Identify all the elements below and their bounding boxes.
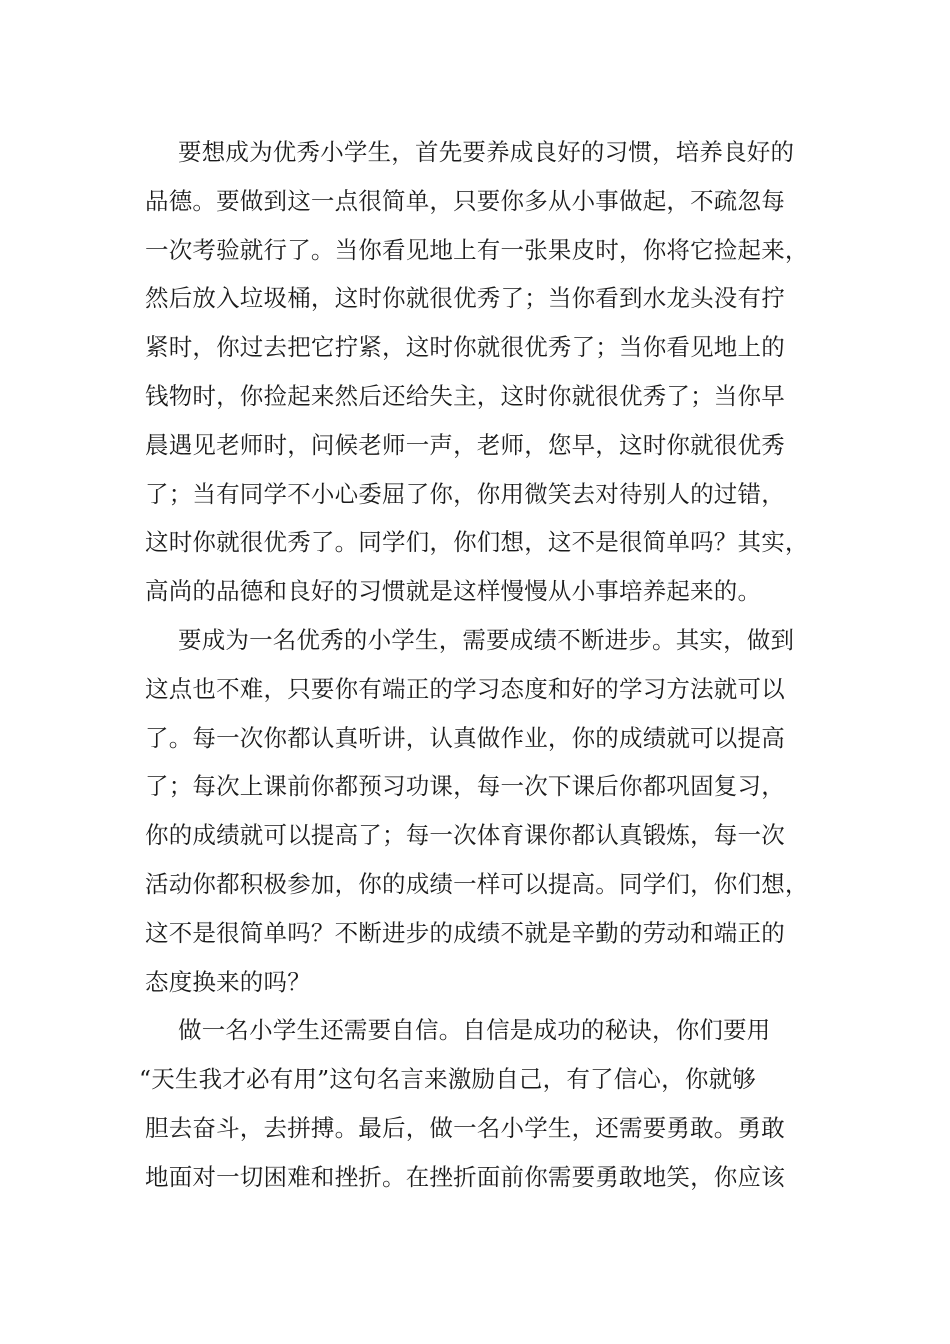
text-line: 态度换来的吗？	[145, 967, 311, 996]
text-line: 了。每一次你都认真听讲，认真做作业，你的成绩就可以提高	[145, 723, 785, 752]
paragraph-grades	[145, 616, 810, 1006]
text-line: 这不是很简单吗？不断进步的成绩不就是辛勤的劳动和端正的	[145, 918, 785, 947]
text-line: 了；每次上课前你都预习功课，每一次下课后你都巩固复习，	[145, 772, 785, 801]
text-line: 胆去奋斗，去拼搏。最后，做一名小学生，还需要勇敢。勇敢	[145, 1113, 785, 1142]
document-body	[139, 128, 810, 1202]
paragraph-habits	[145, 128, 810, 616]
text-line: 一次考验就行了。当你看见地上有一张果皮时，你将它捡起来，	[145, 235, 809, 264]
text-line: 做一名小学生还需要自信。自信是成功的秘诀，你们要用	[178, 1016, 771, 1045]
paragraph-confidence	[139, 1006, 810, 1201]
text-line: 这时你就很优秀了。同学们，你们想，这不是很简单吗？其实，	[145, 528, 809, 557]
text-line: 品德。要做到这一点很简单，只要你多从小事做起，不疏忽每	[145, 186, 785, 215]
text-line: 了；当有同学不小心委屈了你，你用微笑去对待别人的过错，	[145, 479, 785, 508]
text-line: 要想成为优秀小学生，首先要养成良好的习惯，培养良好的	[178, 138, 795, 166]
text-line: 然后放入垃圾桶，这时你就很优秀了；当你看到水龙头没有拧	[145, 284, 785, 313]
text-line: 晨遇见老师时，问候老师一声，老师，您早，这时你就很优秀	[145, 430, 785, 459]
text-line: 钱物时，你捡起来然后还给失主，这时你就很优秀了；当你早	[145, 381, 785, 410]
text-line: 要成为一名优秀的小学生，需要成绩不断进步。其实，做到	[178, 625, 795, 654]
text-line: 高尚的品德和良好的习惯就是这样慢慢从小事培养起来的。	[145, 577, 762, 606]
text-line: “天生我才必有用”这句名言来激励自己，有了信心，你就够	[139, 1065, 756, 1094]
text-line: 你的成绩就可以提高了；每一次体育课你都认真锻炼，每一次	[145, 821, 785, 850]
text-line: 地面对一切困难和挫折。在挫折面前你需要勇敢地笑，你应该	[145, 1162, 785, 1191]
text-line: 紧时，你过去把它拧紧，这时你就很优秀了；当你看见地上的	[145, 333, 785, 362]
text-line: 这点也不难，只要你有端正的学习态度和好的学习方法就可以	[145, 674, 785, 703]
text-line: 活动你都积极参加，你的成绩一样可以提高。同学们，你们想，	[145, 869, 809, 898]
